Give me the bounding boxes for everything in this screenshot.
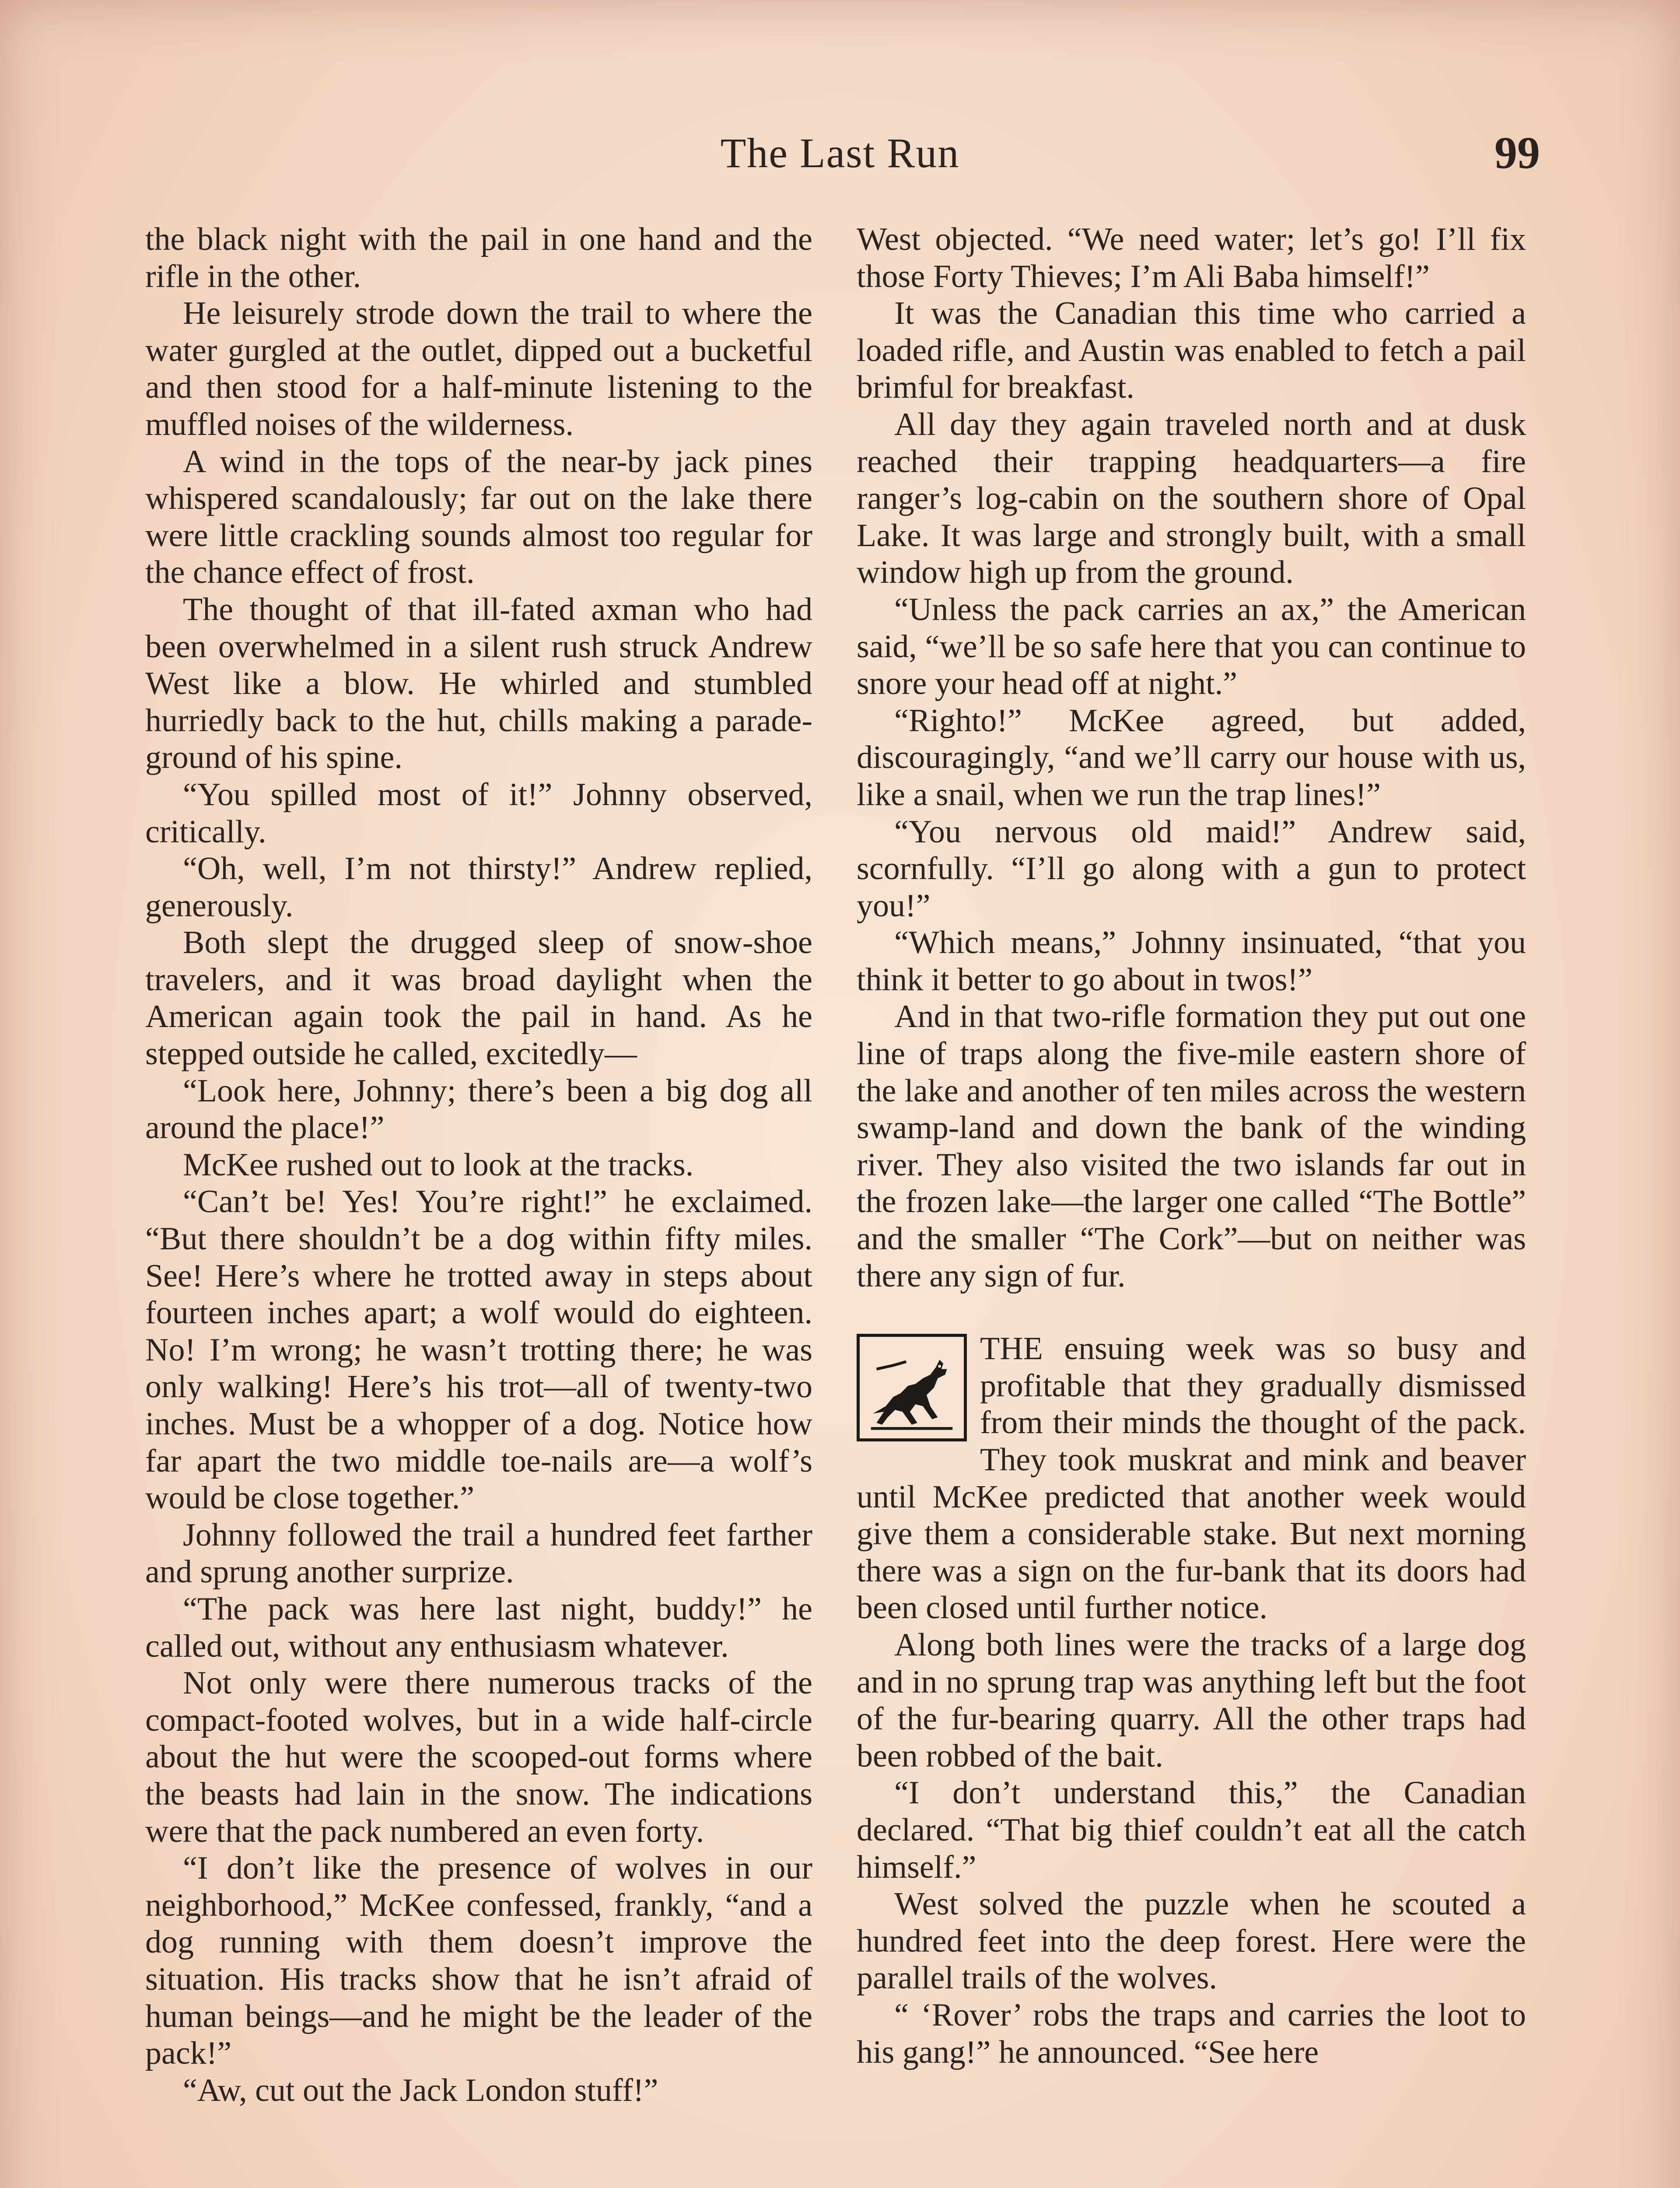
section-break	[857, 1294, 1526, 1330]
running-title: The Last Run	[720, 130, 960, 176]
left-text-column	[145, 221, 812, 2109]
paragraph: “Righto!” McKee agreed, but added, discouragingly, “and we’ll carry our house with us, like a snail, when we run the trap lines!”	[857, 702, 1526, 813]
paragraph: “The pack was here last night, buddy!” he called out, without any enthusiasm whatever.	[145, 1591, 812, 1664]
right-text-column	[857, 221, 1526, 2071]
paragraph: “I don’t understand this,” the Canadian declared. “That big thief couldn’t eat all the catch himself.”	[857, 1775, 1526, 1885]
paragraph: Along both lines were the tracks of a large dog and in no sprung trap was anything left but the foot of the fur-bearing quarry. All the other traps had been robbed of the bait.	[857, 1627, 1526, 1774]
paragraph: West objected. “We need water; let’s go! I’ll fix those Forty Thieves; I’m Ali Baba himself!”	[857, 221, 1526, 295]
paragraph: “Look here, Johnny; there’s been a big dog all around the place!”	[145, 1073, 812, 1146]
section-opening-paragraph	[857, 1330, 1526, 1627]
paragraph: Both slept the drugged sleep of snow-shoe travelers, and it was broad daylight when the American again took the pail in hand. As he stepped outside he called, excitedly—	[145, 925, 812, 1072]
paragraph: “You spilled most of it!” Johnny observed, critically.	[145, 776, 812, 850]
paragraph: And in that two-rifle formation they put out one line of traps along the five-mile eastern shore of the lake and another of ten miles across the western swamp-land and down the bank of the winding river. They also visited the two islands far out in the frozen lake—the larger one called “The Bottle” and the smaller “The Cork”—but on neither was there any sign of fur.	[857, 999, 1526, 1294]
paragraph: “Unless the pack carries an ax,” the American said, “we’ll be so safe here that you can continue to snore your head off at night.”	[857, 591, 1526, 702]
paragraph: “Aw, cut out the Jack London stuff!”	[183, 2072, 658, 2108]
paragraph: “Can’t be! Yes! You’re right!” he exclaimed. “But there shouldn’t be a dog within fifty miles. See! Here’s where he trotted away in steps about fourteen inches apart; a wolf would do eighteen. No! I’m wrong; he wasn’t trotting there; he was only walking! Here’s his trot—all of twenty-two inches. Must be a whopper of a dog. Notice how far apart the two middle toe-nails are—a wolf’s would be close together.”	[145, 1184, 812, 1516]
paragraph: It was the Canadian this time who carried a loaded rifle, and Austin was enabled to fetch a pail brimful for breakfast.	[857, 295, 1526, 406]
right-column-part-two	[857, 1627, 1526, 2071]
paragraph: McKee rushed out to look at the tracks.	[183, 1147, 694, 1183]
paragraph: All day they again traveled north and at dusk reached their trapping headquarters—a fire ranger’s log-cabin on the southern shore of Opal Lake. It was large and strongly built, with a small window high up from the ground.	[857, 406, 1526, 591]
paragraph: Not only were there numerous tracks of the compact-footed wolves, but in a wide half-circle about the hut were the scooped-out forms where the beasts had lain in the snow. The indications were that the pack numbered an even forty.	[145, 1665, 812, 1849]
page-number: 99	[1494, 128, 1540, 178]
paragraph: “You nervous old maid!” Andrew said, scornfully. “I’ll go along with a gun to protect you!”	[857, 813, 1526, 924]
paragraph: The thought of that ill-fated axman who had been overwhelmed in a silent rush struck Andrew West like a blow. He whirled and stumbled hurriedly back to the hut, chills making a parade-ground of his spine.	[145, 591, 812, 776]
paragraph: “ ‘Rover’ robs the traps and carries the loot to his gang!” he announced. “See here	[857, 1997, 1526, 2070]
paragraph: West solved the puzzle when he scouted a hundred feet into the deep forest. Here were the parallel trails of the wolves.	[857, 1886, 1526, 1996]
running-wolf-ornament-icon	[857, 1334, 967, 1441]
section-opening-text: THE ensuing week was so busy and profitable that they gradually dismissed from their minds the thought of the pack. They took muskrat and mink and beaver until McKee predicted that another week would give them a considerable stake. But next morning there was a sign on the fur-bank that its doors had been closed until further notice.	[857, 1331, 1526, 1626]
paragraph: “Oh, well, I’m not thirsty!” Andrew replied, generously.	[145, 851, 812, 924]
paragraph: “I don’t like the presence of wolves in our neighborhood,” McKee confessed, frankly, “and a dog running with them doesn’t improve the situation. His tracks show that he isn’t afraid of human beings—and he might be the leader of the pack!”	[145, 1850, 812, 2072]
right-column-part-one	[857, 221, 1526, 1294]
paragraph: A wind in the tops of the near-by jack pines whispered scandalously; far out on the lake there were little crackling sounds almost too regular for the chance effect of frost.	[145, 443, 812, 591]
running-head	[0, 127, 1680, 179]
paragraph: the black night with the pail in one hand and the rifle in the other.	[145, 221, 812, 295]
paragraph: He leisurely strode down the trail to where the water gurgled at the outlet, dipped out a bucketful and then stood for a half-minute listening to the muffled noises of the wilderness.	[145, 295, 812, 442]
paragraph: Johnny followed the trail a hundred feet farther and sprung another surprize.	[145, 1517, 812, 1590]
paragraph: “Which means,” Johnny insinuated, “that you think it better to go about in twos!”	[857, 925, 1526, 998]
